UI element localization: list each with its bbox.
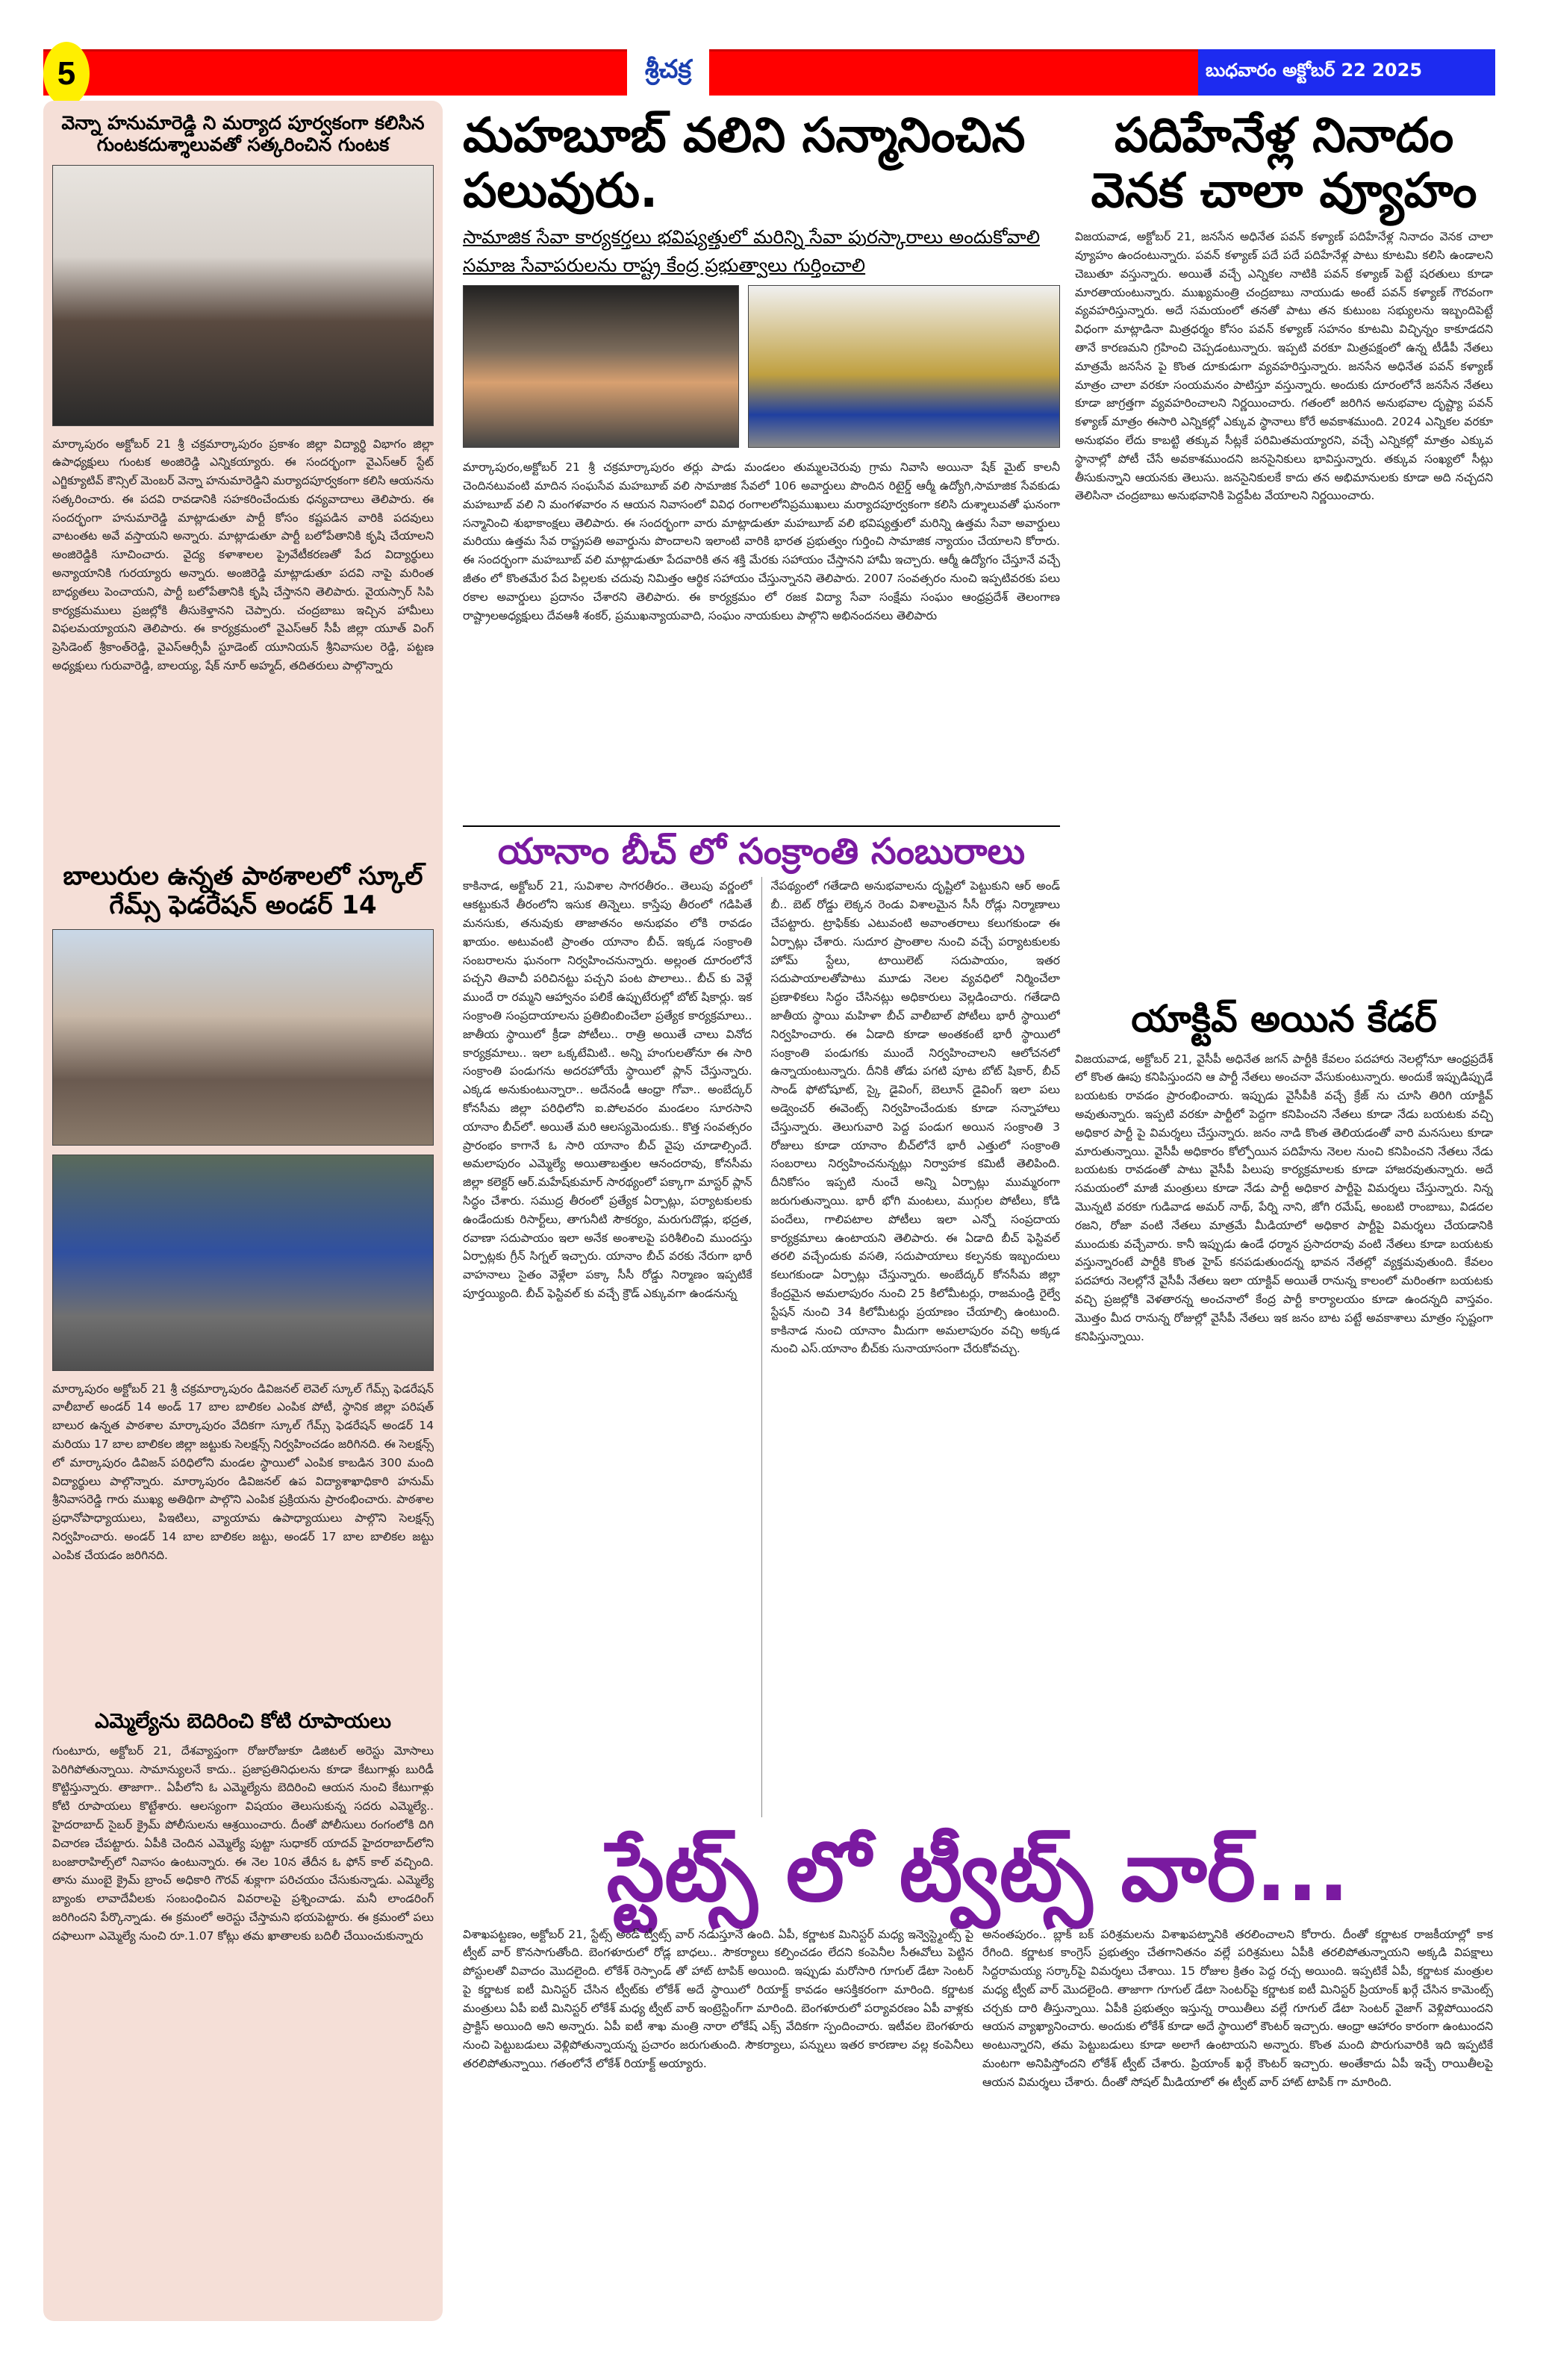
right-column bbox=[1075, 104, 1493, 1817]
left-column-panel bbox=[43, 101, 443, 2321]
story-headline: యానాం బీచ్ లో సంక్రాంతి సంబురాలు bbox=[497, 831, 1026, 873]
story-body: గుంటూరు, అక్టోబర్ 21, దేశవ్యాప్తంగా రోజురోజుకూ డిజిటల్ అరెస్టు మోసాలు పెరిగిపోతున్నాయి. సామాన్యులనే కాదు.. ప్రజాప్రతినిధులను కూడా కేటుగాళ్లు బురిడీ కొట్టిస్తున్నారు. తాజాగా.. ఏపీలోని ఓ ఎమ్మెల్యేను బెదిరించి ఆయన నుంచి కేటుగాళ్లు కోటి రూపాయలు కొట్టేశారు. ఆలస్యంగా విషయం తెలుసుకున్న సదరు ఎమ్మెల్యే.. హైదరాబాద్ సైబర్ క్రైమ్ పోలీసులను ఆశ్రయించారు. దీంతో పోలీసులు రంగంలోకి దిగి విచారణ చేపట్టారు. ఏపీకి చెందిన ఎమ్మెల్యే పుట్టా సుధాకర్ యాదవ్ హైదరాబాద్‌లోని బంజారాహిల్స్‌లో నివాసం ఉంటున్నారు. ఈ నెల 10న తేదీన ఓ ఫోన్ కాల్ వచ్చింది. తాను ముంబై క్రైమ్ బ్రాంచ్ అధికారి గౌరవ్ శుక్లాగా పరిచయం చేసుకున్నాడు. ఎమ్మెల్యే బ్యాంకు లావాదేవీలకు సంబంధించిన వివరాలపై ప్రశ్నించాడు. మనీ లాండరింగ్ జరిగిందని పేర్కొన్నాడు. ఈ క్రమంలో అరెస్టు చేస్తామని భయపెట్టారు. ఈ క్రమంలో పలు దఫాలుగా ఎమ్మెల్యే నుంచి రూ.1.07 కోట్లు తమ ఖాతాలకు బదిలీ చేయించుకున్నారు bbox=[52, 1743, 434, 1943]
news-photo bbox=[463, 285, 739, 448]
middle-column bbox=[463, 104, 1060, 1817]
story-headline: వెన్నా హనుమారెడ్డి ని మర్యాద పూర్వకంగా కలిసిన గుంటకదుశ్శాలువతో సత్కరించిన గుంటక bbox=[61, 112, 425, 155]
newspaper-logo: శ్రీచక్ర bbox=[627, 49, 709, 96]
story-body: మార్కాపురం,అక్టోబర్ 21 శ్రీ చక్రమార్కాపురం తర్లు పాడు మండలం తుమ్మలచెరువు గ్రామ నివాసి అయినా షేక్ మైట్ కాలనీ చెందినటువంటి మాదిన సంఘసేవ మహబూబ్ వలి సామాజిక సేవలో 106 అవార్డులు పొందిన రిటైర్డ్ ఆర్మీ ఉద్యోగి,సామాజిక సేవకుడు మహబూబ్ వలి ని మంగళవారం న ఆయన నివాసంలో వివిధ రంగాలలోనిప్రముఖులు మర్యాదపూర్వకంగా కలిసి దుశ్శాలువతో ఘనంగా సన్మానించి శుభాకాంక్షలు తెలిపారు. ఈ సందర్భంగా వారు మాట్లాడుతూ మహబూబ్ వలి భవిష్యత్తులో మరిన్ని ఉత్తమ సేవా అవార్డులు మరియు ఉత్తమ సేవ రాష్ట్రపతి అవార్డును పొందాలని ఇలాంటి వారికి భారత ప్రభుత్వం గుర్తించి సామాజిక న్యాయం చేయాలని కోరారు. ఈ సందర్భంగా మహబూబ్ వలి మాట్లాడుతూ పేదవారికి తన శక్తి మేరకు సహాయం చేస్తానని హామీ ఇచ్చారు. ఆర్మీ ఉద్యోగం చేస్తూనే వచ్చే జీతం లో కొంతమేర పేద పిల్లలకు చదువు నిమిత్తం ఆర్థిక సహాయం చేస్తున్నానని తెలిపారు. 2007 సంవత్సరం నుంచి ఇప్పటివరకు పలు రకాల అవార్డులు ప్రదానం చేశారని తెలిపారు. ఈ కార్యక్రమం లో రజక విద్యా సేవా సంక్షేమ సంఘం ఆంధ్రప్రదేశ్ తెలంగాణ రాష్ట్రాలఅధ్యక్షులు దేవఆశీ శంకర్, ప్రముఖన్యాయవాది, సంఘం నాయకులు పాల్గొని అభినందనలు తెలిపారు bbox=[463, 460, 1060, 622]
story-body: విశాఖపట్టణం, అక్టోబర్ 21, స్టేట్స్ అండ్ ట్వీట్స్ వార్ నడుస్తూనే ఉంది. ఏపీ, కర్ణాటక మినిస్టర్ మధ్య ఇన్వెస్ట్మెంట్స్ పై ట్వీట్ వార్ కొనసాగుతోంది. బెంగళూరులో రోడ్ల బాధలు.. సౌకర్యాలు కల్పించడం లేదని కంపెనీల సీఈవోలు పెట్టిన పోస్టులతో వివాదం మొదలైంది. లోకేశ్ రెస్పాండ్ తో హాట్ టాపిక్ అయింది. ఇప్పుడు మరోసారి గూగుల్ డేటా సెంటర్ పై కర్ణాటక ఐటీ మినిస్టర్ చేసిన ట్వీట్‌కు లోకేశ్ అదే స్థాయిలో రియాక్ట్ కావడం ఆసక్తికరంగా మారింది. కర్ణాటక మంత్రులు ఏపీ ఐటీ మినిస్టర్ లోకేశ్ మధ్య ట్వీట్ వార్ ఇంట్రెస్టింగ్‌గా మారింది. బెంగళూరులో పర్యావరణం ఏపీ వాళ్లకు ప్రాక్టిస్ అయింది అని అన్నారు. ఏపీ ఐటీ శాఖ మంత్రి నారా లోకేష్ ఎక్స్ వేదికగా స్పందించారు. ఇటీవల బెంగళూరు నుంచి పెట్టుబడులు వెళ్లిపోతున్నాయన్న ప్రచారం జరుగుతుంది. సౌకర్యాలు, పన్నులు ఇతర కారణాల వల్ల కంపెనీలు తరలిపోతున్నాయి. గతంలోనే లోకేశ్ రియాక్ట్ అయ్యారు. bbox=[463, 1927, 973, 2071]
issue-date: బుధవారం అక్టోబర్ 22 2025 bbox=[1198, 49, 1495, 96]
story-headline: యాక్టివ్ అయిన కేడర్ bbox=[1131, 997, 1437, 1041]
story-headline: బాలురుల ఉన్నత పాఠశాలలో స్కూల్ గేమ్స్ ఫెడరేషన్ అండర్ 14 bbox=[63, 861, 423, 920]
story-headline: ఎమ్మెల్యేను బెదిరించి కోటి రూపాయలు bbox=[95, 1709, 391, 1733]
story-headline: పదిహేనేళ్ల నినాదం వెనక చాలా వ్యూహం bbox=[1091, 108, 1477, 219]
story-body: విజయవాడ, అక్టోబర్ 21, వైసీపీ అధినేత జగన్ పార్టీకి కేవలం పదహారు నెలల్లోనూ ఆంధ్రప్రదేశ్ లో కొంత ఊపు కనిపిస్తుందని ఆ పార్టీ నేతలు అంచనా వేసుకుంటున్నారు. అందుకే ఇప్పుడిప్పుడే బయటకు రావడం ప్రారంభించారు. ఇప్పుడు వైసీపీకి వచ్చే క్రేజ్ ను చూసి తిరిగి యాక్టివ్ అవుతున్నారు. ఇప్పటి వరకూ పార్టీలో పెద్దగా కనిపించని నేతలు కూడా నేడు బయటకు వచ్చి అధికార పార్టీ పై విమర్శలు చేస్తున్నారు. జనం నాడి కొంత తెలియడంతో వారి మనసులు కూడా మారుతున్నాయి. వైసీపీ అధికారం కోల్పోయిన పదిహేను నెలల నుంచి కనిపించని నేతలు నేడు బయటకు రావడంతో పాటు వైసీపీ పిలుపు కార్యక్రమాలకు కూడా హాజరవుతున్నారు. అదే సమయంలో మాజీ మంత్రులు కూడా నేడు పార్టీ అధికార పార్టీపై విమర్శలు చేస్తున్నారు. నిన్న మొన్నటి వరకూ గుడివాడ అమర్ నాథ్, పేర్ని నాని, జోగి రమేష్, అంబటి రాంబాబు, విడదల రజని, రోజా వంటి నేతలు మాత్రమే మీడియాలో అధికార పార్టీపై విమర్శలు చేయడానికి ముందుకు వచ్చేవారు. కానీ ఇప్పుడు ఉండే ధర్మాన ప్రసాదరావు వంటి నేతలు కూడా బయటకు వస్తున్నారంటే పార్టీకి కొంత హైప్ కనపడుతుందన్న భావన నేతల్లో వ్యక్తమవుతుంది. కేవలం పదహారు నెలల్లోనే వైసీపీ నేతలు ఇలా యాక్టివ్ అయితే రానున్న కాలంలో మరింతగా బయటకు వచ్చి ప్రజల్లోకి వెళతారన్న అంచనాలో కేంద్ర పార్టీ కార్యాలయం కూడా ఉందన్నది వాస్తవం. మొత్తం మీద రానున్న రోజుల్లో వైసీపీ నేతలు ఇక జనం బాట పట్టే అవకాశాలు మాత్రం స్పష్టంగా కనిపిస్తున్నాయి. bbox=[1075, 1052, 1493, 1343]
story-subheadline: సామాజిక సేవా కార్యకర్తలు భవిష్యత్తులో మరిన్ని సేవా పురస్కారాలు అందుకోవాలి bbox=[463, 226, 1041, 249]
story-body: నేపథ్యంలో గతేడాది అనుభవాలను దృష్టిలో పెట్టుకుని ఆర్ అండ్ బీ.. బెట్ రోడ్డు లెక్కన రెండు విశాలమైన సీసీ రోడ్లు నిర్మాణాలు చేపట్టారు. ట్రాఫిక్‌కు ఎటువంటి అవాంతరాలు కలుగకుండా ఈ ఏర్పాట్లు చేశారు. సుదూర ప్రాంతాల నుంచి వచ్చే పర్యాటకులకు హోమ్ స్టేలు, టాయిలెట్ సదుపాయం, ఇతర సదుపాయాలతోపాటు మూడు నెలల వ్యవధిలో నిర్మించేలా ప్రణాళికలు సిద్ధం చేసినట్లు అధికారులు వెల్లడించారు. గతేడాది జాతీయ స్థాయి మహిళా బీచ్ వాలీబాల్ పోటీలు భారీ స్థాయిలో నిర్వహించారు. ఈ ఏడాది కూడా అంతకంటే భారీ స్థాయిలో సంక్రాంతి పండుగకు ముందే నిర్వహించాలని ఆలోచనలో ఉన్నాయంటున్నారు. దీనికి తోడు పగటి పూట బోట్ షికార్, బీచ్ సాండ్ ఫోటోషూట్, స్కై డైవింగ్, బెలూన్ డైవింగ్ ఇలా పలు అడ్వెంచర్ ఈవెంట్స్ నిర్వహించేందుకు కూడా సన్నాహాలు చేస్తున్నారు. తెలుగువారి పెద్ద పండుగ అయిన సంక్రాంతి 3 రోజులు కూడా యానాం బీచ్‌లోనే భారీ ఎత్తులో సంక్రాంతి సంబరాలు నిర్వహించనున్నట్లు నిర్వాహక కమిటీ తెలిపింది. దీనికోసం ఇప్పటి నుంచే అన్ని ఏర్పాట్లు ముమ్మరంగా జరుగుతున్నాయి. భారీ భోగి మంటలు, ముగ్గుల పోటీలు, కోడి పందేలు, గాలిపటాల పోటీలు ఇలా ఎన్నో సంప్రదాయ కార్యక్రమాలు ఉంటాయని తెలిపారు. ఈ ఏడాది బీచ్ ఫెస్టివల్ తరలి వచ్చేందుకు వసతి, సదుపాయాలు కల్పనకు ఇబ్బందులు కలుగకుండా ఏర్పాట్లు చేస్తున్నారు. అంబేద్కర్ కోనసీమ జిల్లా కేంద్రమైన అమలాపురం నుంచి 25 కిలోమీటర్లు, రాజమండ్రి రైల్వే స్టేషన్ నుంచి 34 కిలోమీటర్లు ప్రయాణం చేయాల్సి ఉంటుంది. కాకినాడ నుంచి యానాం మీదుగా అమలాపురం వచ్చి అక్కడ నుంచి ఎస్.యానాం బీచ్‌కు సునాయాసంగా చేరుకోవచ్చు. bbox=[770, 879, 1060, 1356]
news-photo bbox=[52, 929, 434, 1146]
story-headline: స్టేట్స్ లో ట్వీట్స్ వార్... bbox=[606, 1825, 1350, 1920]
divider bbox=[463, 825, 1060, 827]
story-body: అనంతపురం.. బ్లాక్ బక్ పరిశ్రమలను విశాఖపట్నానికి తరలించాలని కోరారు. దీంతో కర్ణాటక రాజకీయాల్లో కాక రేగింది. కర్ణాటక కాంగ్రెస్ ప్రభుత్వం చేతగానితనం వల్లే పరిశ్రమలు ఏపీకి తరలిపోతున్నాయని అక్కడి విపక్షాలు సిద్దరామయ్య సర్కార్‌పై విమర్శలు చేశాయి. 15 రోజుల క్రితం పెద్ద రచ్చ అయింది. ఇప్పటికే ఏపీ, కర్ణాటక మంత్రుల మధ్య ట్వీట్ వార్ మొదలైంది. తాజాగా గూగుల్ డేటా సెంటర్‌పై కర్ణాటక ఐటీ మినిస్టర్ ప్రియాంక్ ఖర్గే చేసిన కామెంట్స్ చర్చకు దారి తీస్తున్నాయి. ఏపీకి ప్రభుత్వం ఇస్తున్న రాయితీలు వల్లే గూగుల్ డేటా సెంటర్ వైజాగ్ వెళ్లిపోయిందని ఆయన వ్యాఖ్యానించారు. అందుకు లోకేశ్ కూడా అదే స్థాయిలో కౌంటర్ ఇచ్చారు. ఆంధ్రా ఆహారం కారంగా ఉంటుందని అంటున్నారని, తమ పెట్టుబడులు కూడా అలాగే ఉంటాయని అన్నారు. కొంత మంది పొరుగువారికి ఇది ఇప్పటికే మంటగా అనిపిస్తోందని లోకేశ్ ట్వీట్ చేశారు. ప్రియాంక్ ఖర్గే కౌంటర్ ఇచ్చారు. అంతేకాదు ఏపీ ఇచ్చే రాయితీలపై ఆయన విమర్శలు చేశారు. దీంతో సోషల్ మీడియాలో ఈ ట్వీట్ వార్ హాట్ టాపిక్ గా మారింది. bbox=[982, 1927, 1493, 2089]
news-photo bbox=[52, 165, 434, 426]
page-number-badge: 5 bbox=[43, 42, 90, 106]
story-headline: మహబూబ్ వలిని సన్మానించిన పలువురు. bbox=[463, 108, 1026, 219]
bottom-section bbox=[463, 1825, 1493, 2343]
story-body: విజయవాడ, అక్టోబర్ 21, జనసేన అధినేత పవన్ కళ్యాణ్ పదిహేనేళ్ల నినాదం వెనక చాలా వ్యూహం ఉందంటున్నారు. పవన్ కళ్యాణ్ పదే పదే పదిహేనేళ్ల పాటు కూటమి కలిసి ఉండాలని చెబుతూ వస్తున్నారు. అయితే వచ్చే ఎన్నికల నాటికి పవన్ కళ్యాణ్ పెట్టే షరతులు కూడా మారతాయంటున్నారు. ముఖ్యమంత్రి చంద్రబాబు నాయుడు అంటే పవన్ కళ్యాణ్ గౌరవంగా వ్యవహరిస్తున్నారు. అదే సమయంలో తనతో పాటు తన కుటుంబ సభ్యులను ఇబ్బందిపెట్టే విధంగా మాట్లాడినా మిత్రధర్మం కోసం పవన్ కళ్యాణ్ సహనం కూటమి విచ్ఛిన్నం కాకూడదని తానే కారణమని గ్రహించి చెప్పడంటున్నారు. ఇప్పటి వరకూ మిత్రపక్షంలో ఉన్న టీడీపీ నేతలు మాత్రమే జనసేన పై కొంత దూకుడుగా వ్యవహరిస్తున్నారు. జనసేన అధినేత పవన్ కళ్యాణ్ మాత్రం చాలా వరకూ సంయమనం పాటిస్తూ వస్తున్నారు. అందుకు దూరంలోనే జనసేన నేతలు కూడా జాగ్రత్తగా వ్యవహరించాలని నిర్ణయించారు. గతంలో జరిగిన అనుభవాల దృష్ట్యా పవన్ కళ్యాణ్ మాత్రం ఈసారి ఎన్నికల్లో ఎక్కువ స్థానాలు కోరే అవకాశముంది. 2024 ఎన్నికల వరకూ అనుభవం లేదు కాబట్టి తక్కువ సీట్లకే పరిమితమయ్యారని, వచ్చే ఎన్నికల్లో మాత్రం ఎక్కువ స్థానాల్లో పోటీ చేసే అవకాశముందని జనసైనికులు భావిస్తున్నారు. తక్కువ సంఖ్యలో సీట్లు తీసుకున్నాని ఆయనకు తెలుసు. జనసైనికులకే కాదు తన అభిమానులకు కూడా అది నచ్చదని తెలిసినా చంద్రబాబు అనుభవానికి పెద్దపీట వేయాలని నిర్ణయించారు. bbox=[1075, 230, 1493, 503]
story-subheadline: సమాజ సేవాపరులను రాష్ట్ర కేంద్ర ప్రభుత్వాలు గుర్తించాలి bbox=[463, 254, 866, 276]
story-body: మార్కాపురం అక్టోబర్ 21 శ్రీ చక్రమార్కాపురం ప్రకాశం జిల్లా విద్యార్థి విభాగం జిల్లా ఉపాధ్యక్షులు గుంటక అంజిరెడ్డి ఎన్నికయ్యారు. ఈ సందర్భంగా వైఎస్ఆర్ స్టేట్ ఎగ్జిక్యూటివ్ కౌన్సిల్ మెంబర్ వెన్నా హనుమారెడ్డిని మర్యాదపూర్వకంగా కలిసి ఆయనను సత్కరించారు. ఈ పదవి రావడానికి సహకరించేందుకు ధన్యవాదాలు తెలిపారు. ఈ సందర్భంగా హనుమారెడ్డి మాట్లాడుతూ పార్టీ కోసం కష్టపడిన వారికి పదవులు వాటంతట అవే వస్తాయని అన్నారు. మాట్లాడుతూ పార్టీ బలోపేతానికి కృషి చేయాలని అంజిరెడ్డికి సూచించారు. వైద్య కళాశాలల ప్రైవేటీకరణతో పేద విద్యార్థులు అన్యాయానికి గురయ్యారు అన్నారు. అంజిరెడ్డి మాట్లాడుతూ పదవి నాపై మరింత బాధ్యతలు పెంచాయని, పార్టీ బలోపేతానికి కృషి చేస్తానని తెలిపారు. వైయస్సార్ సిపి కార్యక్రమములు ప్రజల్లోకి తీసుకెళ్తానని చెప్పారు. చంద్రబాబు ఇచ్చిన హామీలు విఫలమయ్యాయని తెలిపారు. ఈ కార్యక్రమంలో వైఎస్ఆర్ సీపీ జిల్లా యూత్ వింగ్ ప్రెసిడెంట్ శ్రీకాంత్‌రెడ్డి, వైఎస్ఆర్సీపీ స్టూడెంట్ యూనియన్ శ్రీనివాసుల రెడ్డి, పట్టణ అధ్యక్షులు గురువారెడ్డి, బాలయ్య, షేక్ నూర్ అహ్మద్, తదితరులు పాల్గొన్నారు bbox=[52, 437, 434, 673]
news-photo bbox=[748, 285, 1060, 448]
column-divider bbox=[761, 877, 762, 1817]
story-body: కాకినాడ, అక్టోబర్ 21, సువిశాల సాగరతీరం.. తెలుపు వర్ణంలో ఆకట్టుకునే తీరంలోని ఇసుక తిన్నెలు. కాస్తేపు తీరంలో గడిపితే మనసుకు, తనువుకు తాజాతనం అనుభవం లోకి రావడం ఖాయం. అటువంటి ప్రాంతం యానాం బీచ్. ఇక్కడ సంక్రాంతి సంబరాలను ఘనంగా నిర్వహించనున్నారు. అల్లంత దూరంలోనే పచ్చని తివాచీ పరిచినట్టు పచ్చని పంట పొలాలు.. బీచ్ కు వెళ్లే ముందే రా రమ్మని ఆహ్వానం పలికే ఉప్పుటేరుల్లో బోట్ షికార్లు. ఇక సంక్రాంతి సంప్రదాయాలను ప్రతిబింబించేలా ప్రత్యేక కార్యక్రమాలు.. జాతీయ స్థాయిలో క్రీడా పోటీలు.. రాత్రి అయితే చాలు వినోద కార్యక్రమాలు.. ఇలా ఒక్కటేమిటి.. అన్ని హంగులతోనూ ఈ సారి సంక్రాంతి పండుగను అదరహోయే స్థాయిలో ప్లాన్ చేస్తున్నారు. ఎక్కడ అనుకుంటున్నారా.. అదేనండీ ఆంధ్రా గోవా.. అంబేద్కర్ కోనసీమ జిల్లా పరిధిలోని ఐ.పోలవరం మండలం సూరసాని యానాం బీచ్‌లో. అయితే మరి ఆలస్యమెందుకు.. కొత్త సంవత్సరం ప్రారంభం కాగానే ఓ సారి యానాం బీచ్ వైపు చూడాల్సిందే. అమలాపురం ఎమ్మెల్యే అయితాబత్తుల ఆనందరావు, కోనసీమ జిల్లా కలెక్టర్ ఆర్.మహేష్‌కుమార్ సారథ్యంలో పక్కాగా మాస్టర్ ప్లాన్ సిద్ధం చేశారు. సముద్ర తీరంలో ప్రత్యేక ఏర్పాట్లు, పర్యాటకులకు ఉండేందుకు రిసార్ట్‌లు, తాగునీటి సౌకర్యం, మరుగుదొడ్లు, భద్రత, రవాణా సదుపాయం ఇలా అనేక అంశాలపై పరిశీలించి ముందస్తు ఏర్పాట్లకు గ్రీన్ సిగ్నల్ ఇచ్చారు. యానాం బీచ్ వరకు నేరుగా భారీ వాహనాలు సైతం వెళ్లేలా పక్కా సీసీ రోడ్డు నిర్మాణం ఇప్పటికే పూర్తయ్యింది. బీచ్ ఫెస్టివల్ కు వచ్చే క్రౌడ్ ఎక్కువగా ఉండనున్న bbox=[463, 879, 752, 1300]
story-body: మార్కాపురం అక్టోబర్ 21 శ్రీ చక్రమార్కాపురం డివిజనల్ లెవెల్ స్కూల్ గేమ్స్ ఫెడరేషన్ వాలీబాల్ అండర్ 14 అండ్ 17 బాల బాలికల ఎంపిక పోటీ, స్థానిక జిల్లా పరిషత్ బాలుర ఉన్నత పాఠశాల మార్కాపురం వేదికగా స్కూల్ గేమ్స్ ఫెడరేషన్ అండర్ 14 మరియు 17 బాల బాలికల జిల్లా జట్టుకు సెలక్షన్స్ నిర్వహించడం జరిగినది. ఈ సెలక్షన్స్ లో మార్కాపురం డివిజన్ పరిధిలోని మండల స్థాయిలో ఎంపిక కాబడిన 300 మంది విద్యార్థులు పాల్గొన్నారు. మార్కాపురం డివిజనల్ ఉప విద్యాశాఖాధికారి హనుమ్ శ్రీనివాసరెడ్డి గారు ముఖ్య అతిథిగా పాల్గొని ఎంపిక ప్రక్రియను ప్రారంభించారు. పాఠశాల ప్రధానోపాధ్యాయులు, పిఇటిలు, వ్యాయామ ఉపాధ్యాయులు పాల్గొని సెలక్షన్స్ నిర్వహించారు. అండర్ 14 బాల బాలికల జట్టు, అండర్ 17 బాల బాలికల జట్టు ఎంపిక చేయడం జరిగినది. bbox=[52, 1381, 434, 1562]
news-photo bbox=[52, 1155, 434, 1371]
